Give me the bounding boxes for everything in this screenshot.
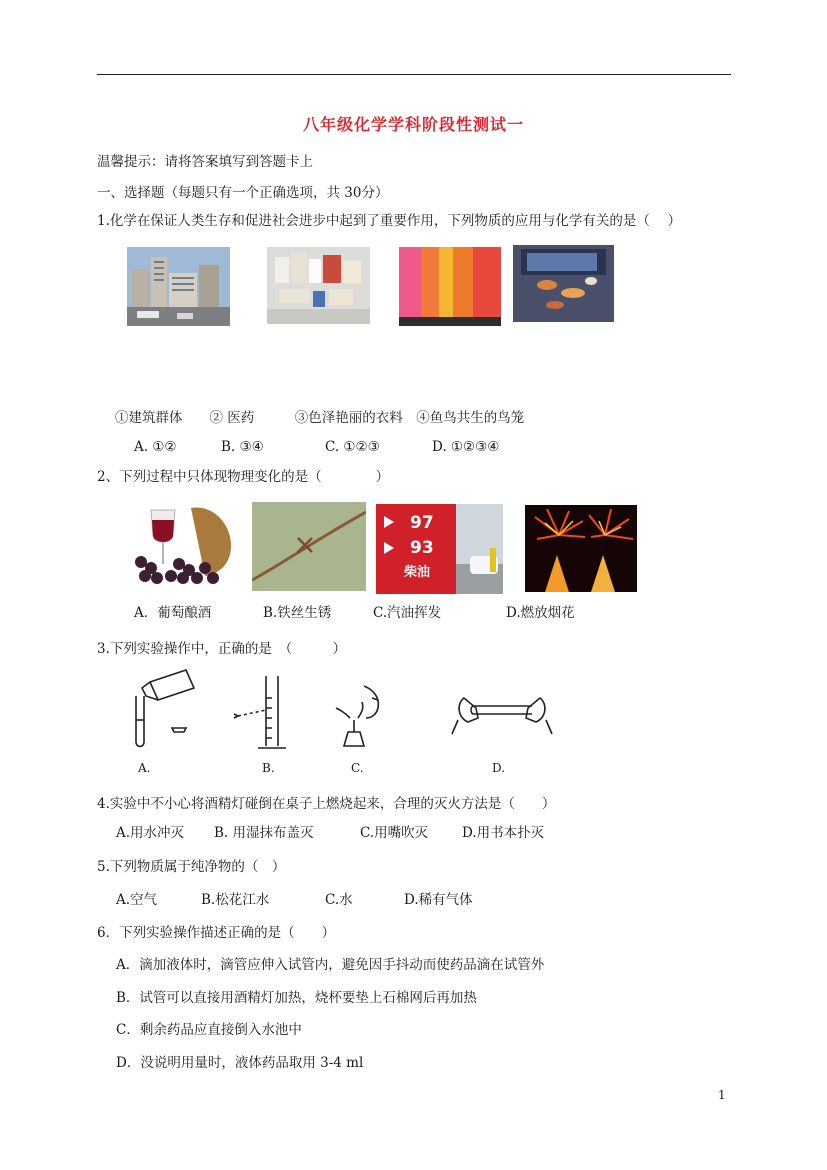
q2-option-a: A．葡萄酿酒 (134, 605, 212, 621)
q5-stem: 5.下列物质属于纯净物的（ ） (97, 859, 286, 875)
q6-option-d: D．没说明用量时，液体药品取用 3-4 ml (116, 1055, 364, 1071)
hands-test-tube-drawing (452, 698, 552, 734)
fabric-photo (399, 247, 501, 326)
pouring-liquid-drawing (136, 670, 194, 747)
q5-option-b: B.松花江水 (201, 892, 270, 908)
q4-option-a: A.用水冲灭 (116, 825, 185, 841)
page-number: 1 (718, 1088, 726, 1102)
q1-option-d: D. ①②③④ (432, 439, 500, 455)
q4-option-c: C.用嘴吹灭 (360, 825, 429, 841)
q2-option-d: D.燃放烟花 (506, 605, 575, 621)
q1-option-b: B. ③④ (221, 439, 264, 455)
q3-label-a: A. (138, 761, 151, 775)
diesel-label: 柴油 (404, 565, 431, 580)
q1-option-a: A. ①② (134, 439, 177, 455)
hint-text: 温馨提示：请将答案填写到答题卡上 (97, 154, 313, 170)
q6-option-b: B．试管可以直接用酒精灯加热，烧杯要垫上石棉网后再加热 (116, 990, 477, 1006)
q1-option-c: C. ①②③ (325, 439, 380, 455)
fuel-97-label: 97 (410, 513, 434, 533)
q4-stem: 4.实验中不小心将酒精灯碰倒在桌子上燃烧起来，合理的灭火方法是（ ） (97, 796, 556, 812)
q3-stem: 3.下列实验操作中，正确的是 （ ） (97, 641, 347, 657)
q5-option-c: C.水 (325, 892, 353, 908)
q2-option-b: B.铁丝生锈 (263, 605, 332, 621)
q5-option-a: A.空气 (116, 892, 158, 908)
q3-label-c: C. (351, 761, 364, 775)
q1-image-captions: ①建筑群体 ② 医药 ③色泽艳丽的衣料 ④鱼鸟共生的鸟笼 (115, 410, 525, 426)
q3-label-d: D. (492, 761, 506, 775)
q2-stem: 2、下列过程中只体现物理变化的是（ ） (97, 469, 390, 485)
q5-option-d: D.稀有气体 (404, 892, 473, 908)
buildings-photo (127, 247, 230, 326)
q6-option-a: A．滴加液体时，滴管应伸入试管内，避免因手抖动而使药品滴在试管外 (116, 957, 545, 973)
q1-stem: 1.化学在保证人类生存和促进社会进步中起到了重要作用，下列物质的应用与化学有关的是（ ） (97, 213, 682, 229)
q3-label-b: B. (262, 761, 275, 775)
header-rule (97, 74, 731, 75)
rusty-wire-photo (252, 502, 366, 591)
fireworks-photo (525, 505, 637, 592)
gas-station-photo (376, 504, 503, 594)
q4-option-b: B. 用湿抹布盖灭 (214, 825, 314, 841)
graduated-cylinder-drawing (234, 676, 286, 748)
grape-wine-photo (131, 502, 234, 589)
fish-bird-photo (513, 245, 614, 322)
q2-option-c: C.汽油挥发 (373, 605, 442, 621)
smelling-gas-drawing (336, 686, 378, 746)
q6-option-c: C．剩余药品应直接倒入水池中 (116, 1022, 302, 1038)
q4-option-d: D.用书本扑灭 (462, 825, 545, 841)
fuel-93-label: 93 (410, 538, 434, 558)
page-title: 八年级化学学科阶段性测试一 (302, 115, 524, 134)
q3-lab-drawings (128, 668, 558, 776)
section-heading: 一、选择题（每题只有一个正确选项，共 30分） (97, 185, 389, 201)
medicine-photo (267, 247, 370, 324)
q6-stem: 6．下列实验操作描述正确的是（ ） (97, 925, 336, 941)
